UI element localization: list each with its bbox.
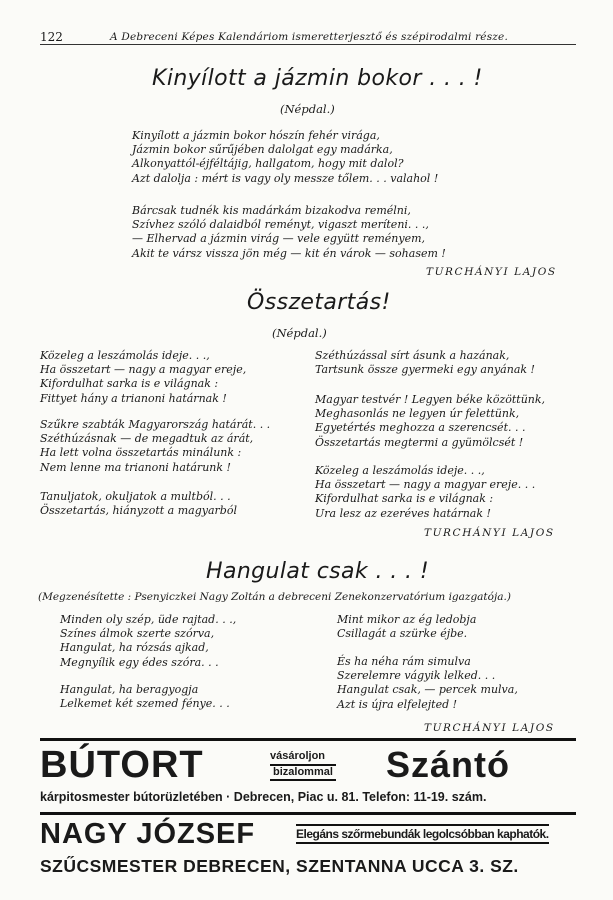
verse-line: Hangulat, ha beragyogja — [60, 683, 199, 696]
ad1-buy-text: vásároljon — [270, 750, 326, 762]
verse-line: Széthúzásnak — de megadtuk az árát, — [40, 432, 254, 446]
header-rule — [40, 44, 576, 45]
verse-line: Egyetértés meghozza a szerencsét. . . — [315, 421, 526, 435]
verse-line: Mint mikor az ég ledobja — [337, 613, 477, 626]
verse-line: Ha lett volna összetartás minálunk : — [40, 446, 242, 460]
verse-line: Széthúzással sírt ásunk a hazának, — [315, 349, 510, 362]
verse-line: Hangulat, ha rózsás ajkad, — [60, 641, 209, 655]
poem1-author: TURCHÁNYI LAJOS — [426, 266, 557, 278]
ad1-furniture-heading: BÚTORT — [40, 744, 204, 786]
verse-line: Ha összetart — nagy a magyar ereje. . . — [315, 478, 536, 492]
ad1-address-line: kárpitosmester bútorüzletében · Debrecen, Piac u. 81. Telefon: 11-19. szám. — [40, 790, 487, 804]
verse-line: Csillagát a szürke éjbe. — [337, 627, 468, 641]
page-number: 122 — [40, 30, 63, 44]
verse-line: Tartsunk össze gyermeki egy anyának ! — [315, 363, 535, 377]
poem1-stanza2 — [132, 204, 446, 261]
verse-line: Szűkre szabták Magyarország határát. . . — [40, 418, 271, 431]
verse-line: Tanuljatok, okuljatok a multból. . . — [40, 490, 231, 503]
ad2-top-rule — [40, 812, 576, 815]
poem3-right-stanza1 — [337, 613, 476, 641]
verse-line: Ha összetart — nagy a magyar ereje, — [40, 363, 247, 377]
poem3-left-stanza2 — [60, 683, 230, 711]
poem2-right-stanza3 — [315, 464, 535, 521]
poem2-right-stanza2 — [315, 393, 545, 450]
poem1-subtitle: (Népdal.) — [280, 102, 335, 116]
verse-line: Kifordulhat sarka is e világnak : — [315, 492, 494, 506]
poem2-title: Összetartás! — [247, 290, 391, 315]
verse-line: Kifordulhat sarka is e világnak : — [40, 377, 219, 391]
verse-line: Közeleg a leszámolás ideje. . ., — [40, 349, 210, 362]
verse-line: Összetartás megtermi a gyümölcsét ! — [315, 435, 524, 449]
poem3-composer-note: (Megzenésítette : Psenyiczkei Nagy Zoltán a debreceni Zenekonzervatórium igazgatója.) — [38, 591, 511, 603]
ad2-name: NAGY JÓZSEF — [40, 818, 256, 850]
poem3-title: Hangulat csak . . . ! — [206, 559, 430, 584]
poem3-right-stanza2 — [337, 655, 518, 712]
verse-line: Közeleg a leszámolás ideje. . ., — [315, 464, 485, 477]
verse-line: Alkonyattól-éjféltájig, hallgatom, hogy mit dalol? — [132, 157, 404, 171]
ad1-trust-text: bizalommal — [270, 764, 336, 781]
poem1-title: Kinyílott a jázmin bokor . . . ! — [152, 66, 483, 91]
verse-line: Akit te vársz vissza jön még — kit én várok — sohasem ! — [132, 246, 446, 260]
poem2-left-stanza2 — [40, 418, 270, 475]
verse-line: Összetartás, hiányzott a magyarból — [40, 504, 237, 518]
verse-line: Fittyet hány a trianoni határnak ! — [40, 391, 227, 405]
verse-line: És ha néha rám simulva — [337, 655, 471, 668]
verse-line: Nem lenne ma trianoni határunk ! — [40, 460, 231, 474]
verse-line: Szívhez szóló dalaidból reményt, vigaszt meríteni. . ., — [132, 218, 429, 232]
running-title: A Debreceni Képes Kalendáriom ismeretterjesztő és szépirodalmi része. — [110, 31, 508, 43]
poem2-left-stanza1 — [40, 349, 246, 406]
verse-line: Meghasonlás ne legyen úr felettünk, — [315, 407, 520, 421]
poem2-author: TURCHÁNYI LAJOS — [424, 527, 555, 539]
poem2-left-stanza3 — [40, 490, 237, 518]
poem3-left-stanza1 — [60, 613, 236, 670]
ad2-slogan: Elegáns szőrmebundák legolcsóbban kaphatók. — [296, 824, 549, 844]
verse-line: Hangulat csak, — percek mulva, — [337, 683, 518, 697]
verse-line: Ura lesz az ezeréves határnak ! — [315, 506, 491, 520]
ad1-top-rule — [40, 738, 576, 741]
ad2-address-line: SZŰCSMESTER DEBRECEN, SZENTANNA UCCA 3. SZ. — [40, 856, 519, 876]
verse-line: Színes álmok szerte szórva, — [60, 627, 215, 641]
verse-line: Lelkemet két szemed fénye. . . — [60, 697, 230, 711]
verse-line: Magyar testvér ! Legyen béke közöttünk, — [315, 393, 546, 406]
verse-line: Megnyílik egy édes szóra. . . — [60, 655, 219, 669]
poem3-author: TURCHÁNYI LAJOS — [424, 722, 555, 734]
verse-line: — Elhervad a jázmin virág — vele együtt reményem, — [132, 232, 426, 246]
poem2-right-stanza1 — [315, 349, 535, 377]
verse-line: Szerelemre vágyik lelked. . . — [337, 669, 496, 683]
poem1-stanza1 — [132, 129, 438, 186]
verse-line: Minden oly szép, üde rajtad. . ., — [60, 613, 237, 626]
verse-line: Azt is újra elfelejted ! — [337, 697, 458, 711]
ad1-brand-name: Szántó — [386, 744, 511, 785]
verse-line: Kinyílott a jázmin bokor hószín fehér virága, — [132, 129, 380, 142]
verse-line: Jázmin bokor sűrűjében dalolgat egy madárka, — [132, 143, 393, 157]
verse-line: Bárcsak tudnék kis madárkám bizakodva remélni, — [132, 204, 411, 217]
verse-line: Azt dalolja : mért is vagy oly messze tőlem. . . valahol ! — [132, 171, 439, 185]
poem2-subtitle: (Népdal.) — [272, 326, 327, 340]
